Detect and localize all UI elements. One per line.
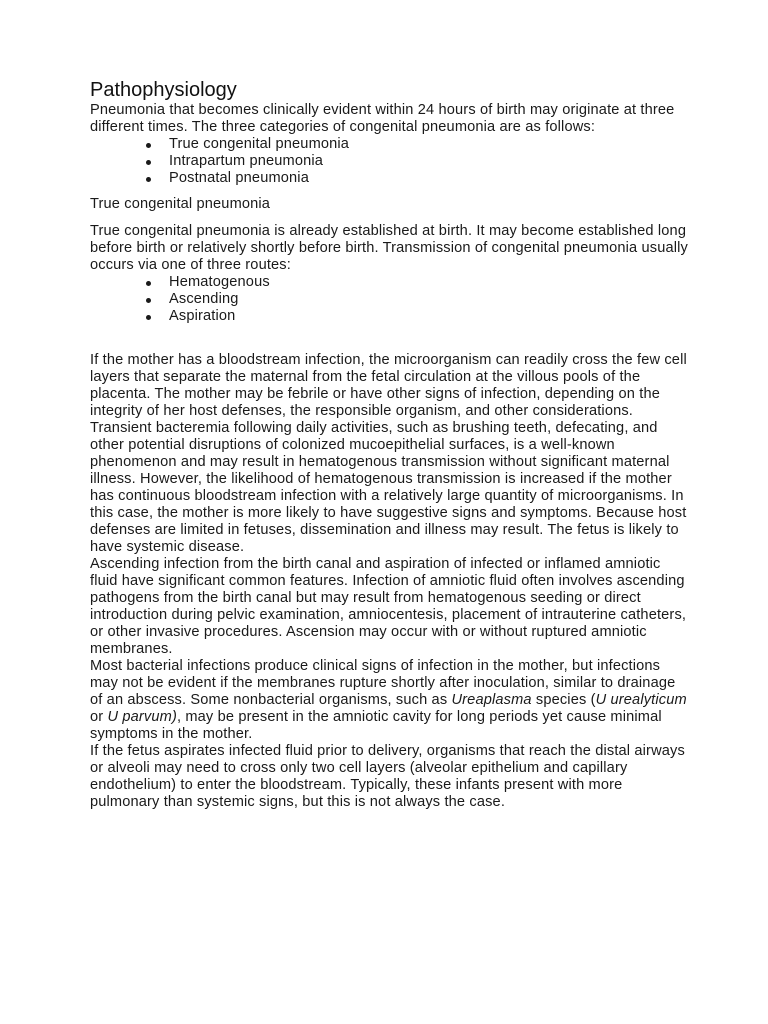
text-run: or xyxy=(90,709,108,725)
ascending-infection-paragraph: Ascending infection from the birth canal and aspiration of infected or inflamed amniotic fluid have significant common features. Infection of amniotic fluid often involves ascending pathogens from the birth canal but may result from hematogenous seeding or direct introduction during pelvic examination, amniocentesis, placement of intrauterine catheters, or other invasive procedures. Ascension may occur with or without ruptured amniotic membranes. xyxy=(90,556,687,657)
bacterial-infection-paragraph xyxy=(90,658,690,743)
list-item: Hematogenous xyxy=(90,274,690,291)
list-item: Intrapartum pneumonia xyxy=(90,153,690,170)
list-item: Ascending xyxy=(90,291,690,308)
list-item: Postnatal pneumonia xyxy=(90,170,690,187)
intro-paragraph: Pneumonia that becomes clinically evident within 24 hours of birth may originate at three different times. The three categories of congenital pneumonia are as follows: xyxy=(90,102,675,135)
aspiration-paragraph: If the fetus aspirates infected fluid prior to delivery, organisms that reach the distal airways or alveoli may need to cross only two cell layers (alveolar epithelium and capillary endothelium) to enter the bloodstream. Typically, these infants present with more pulmonary than systemic signs, but this is not always the case. xyxy=(90,743,685,810)
page-title: Pathophysiology xyxy=(90,79,237,101)
text-run: , may be present in the amniotic cavity for long periods yet cause minimal symptoms in the mother. xyxy=(90,709,662,742)
list-item: Aspiration xyxy=(90,308,690,325)
list-item: True congenital pneumonia xyxy=(90,136,690,153)
bacteremia-paragraph: Transient bacteremia following daily activities, such as brushing teeth, defecating, and other potential disruptions of colonized mucoepithelial surfaces, is a well-known phenomenon and may result in hematogenous transmission without significant maternal illness. However, the likelihood of hematogenous transmission is increased if the mother has continuous bloodstream infection with a relatively large quantity of microorganisms. In this case, the mother is more likely to have suggestive signs and symptoms. Because host defenses are limited in fetuses, dissemination and illness may result. The fetus is likely to have systemic disease. xyxy=(90,420,687,555)
category-list xyxy=(90,136,690,187)
text-run: species ( xyxy=(531,692,596,708)
maternal-infection-paragraph: If the mother has a bloodstream infection, the microorganism can readily cross the few cell layers that separate the maternal from the fetal circulation at the villous pools of the placenta. The mother may be febrile or have other signs of infection, depending on the integrity of her host defenses, the responsible organism, and other considerations. xyxy=(90,352,687,419)
genus-name: Ureaplasma xyxy=(451,692,532,708)
species-name: U parvum) xyxy=(107,709,177,725)
document-page xyxy=(90,78,690,811)
route-list xyxy=(90,274,690,325)
section-subheading: True congenital pneumonia xyxy=(90,196,271,212)
true-congenital-paragraph: True congenital pneumonia is already established at birth. It may become established long before birth or relatively shortly before birth. Transmission of congenital pneumonia usually occurs via one of three routes: xyxy=(90,223,688,273)
text-run: Most bacterial infections produce clinical signs of infection in the mother, but infections may not be evident if the membranes rupture shortly after inoculation, similar to drainage of an abscess. Some nonbacterial organisms, such as xyxy=(90,658,676,708)
species-name: U urealyticum xyxy=(595,692,687,708)
